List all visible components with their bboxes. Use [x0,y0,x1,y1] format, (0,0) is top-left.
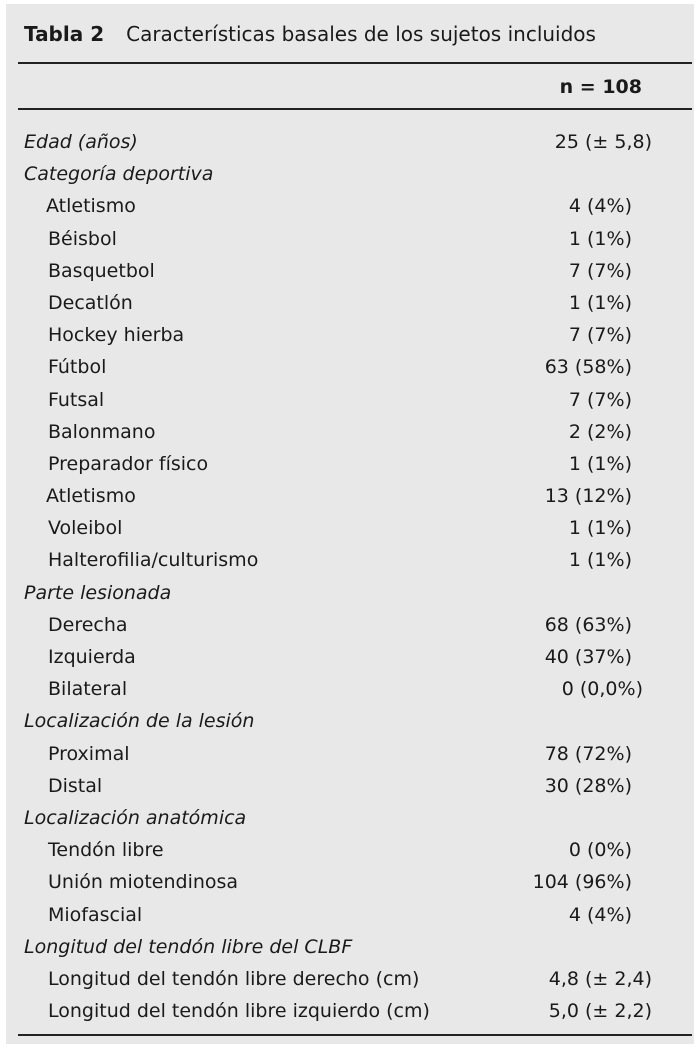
row-label: Balonmano [48,420,156,443]
row-value: 7 (7%) [568,324,632,347]
row-label: Decatlón [48,291,133,314]
row-label: Futsal [48,388,105,411]
table-row [6,866,694,898]
row-value: 25 (± 5,8) [554,131,652,153]
table-row [6,931,694,963]
row-value: 78 (72%) [544,742,632,765]
table-row [6,963,694,995]
row-value: 1 (1%) [568,549,632,572]
row-label: Unión miotendinosa [48,871,239,894]
row-label: Atletismo [46,195,136,218]
row-value: 68 (63%) [544,613,632,636]
row-label: Localización anatómica [24,806,247,829]
row-value: 4 (4%) [568,903,632,926]
row-value: 1 (1%) [568,452,632,475]
row-value: 4 (4%) [568,195,632,218]
row-label: Izquierda [48,646,136,668]
row-label: Atletismo [46,485,136,508]
row-label: Halterofilia/culturismo [48,549,259,572]
table-row [6,255,694,287]
row-label: Distal [48,774,103,797]
row-label: Proximal [48,742,130,765]
table-row [6,190,694,222]
table-row [6,416,694,448]
header-rule [18,108,692,110]
row-value: 30 (28%) [544,774,632,797]
row-label: Voleibol [48,517,123,540]
row-value: 40 (37%) [544,646,632,668]
table-body [6,126,694,1027]
table-row [6,480,694,512]
table-row [6,577,694,609]
column-header-n: n = 108 [559,76,642,98]
row-value: 104 (96%) [532,871,632,894]
row-label: Basquetbol [48,259,155,282]
table-row [6,126,694,158]
row-value: 2 (2%) [568,420,632,443]
row-value: 0 (0%) [568,839,632,862]
table-row [6,899,694,931]
table-row [6,705,694,737]
row-value: 7 (7%) [568,388,632,411]
table-row [6,319,694,351]
table-row [6,223,694,255]
row-label: Béisbol [48,227,117,250]
row-label: Preparador físico [48,452,209,475]
row-value: 63 (58%) [544,356,632,379]
table-row [6,287,694,319]
table-caption [24,4,664,64]
bottom-rule [18,1034,692,1036]
table-row [6,512,694,544]
row-label: Edad (años) [24,131,138,153]
table-panel [6,4,694,1044]
row-label: Tendón libre [48,839,164,862]
table-label: Tabla 2 [24,22,105,46]
row-value: 1 (1%) [568,291,632,314]
table-row [6,738,694,770]
row-label: Miofascial [48,903,143,926]
table-row [6,673,694,705]
table-row [6,995,694,1027]
row-label: Localización de la lesión [24,710,255,733]
table-row [6,834,694,866]
table-row [6,544,694,576]
row-value: 7 (7%) [568,259,632,282]
row-value: 1 (1%) [568,227,632,250]
table-row [6,384,694,416]
table-row [6,448,694,480]
row-value: 4,8 (± 2,4) [548,967,652,990]
row-value: 1 (1%) [568,517,632,540]
row-label: Fútbol [48,356,107,379]
row-value: 13 (12%) [544,485,632,508]
row-label: Bilateral [48,678,128,701]
top-rule [18,62,692,64]
row-label: Longitud del tendón libre derecho (cm) [48,967,420,990]
table-row [6,158,694,190]
row-label: Categoría deportiva [24,163,214,186]
table-row [6,802,694,834]
table-title: Características basales de los sujetos incluidos [126,22,596,46]
row-label: Derecha [48,613,128,636]
row-label: Hockey hierba [48,324,185,347]
table-row [6,609,694,641]
row-value: 0 (0,0%) [561,678,643,701]
row-label: Longitud del tendón libre del CLBF [24,935,353,958]
row-label: Parte lesionada [24,581,172,604]
row-value: 5,0 (± 2,2) [548,1000,652,1023]
row-label: Longitud del tendón libre izquierdo (cm) [48,1000,430,1023]
table-row [6,351,694,383]
table-row [6,641,694,673]
table-row [6,770,694,802]
